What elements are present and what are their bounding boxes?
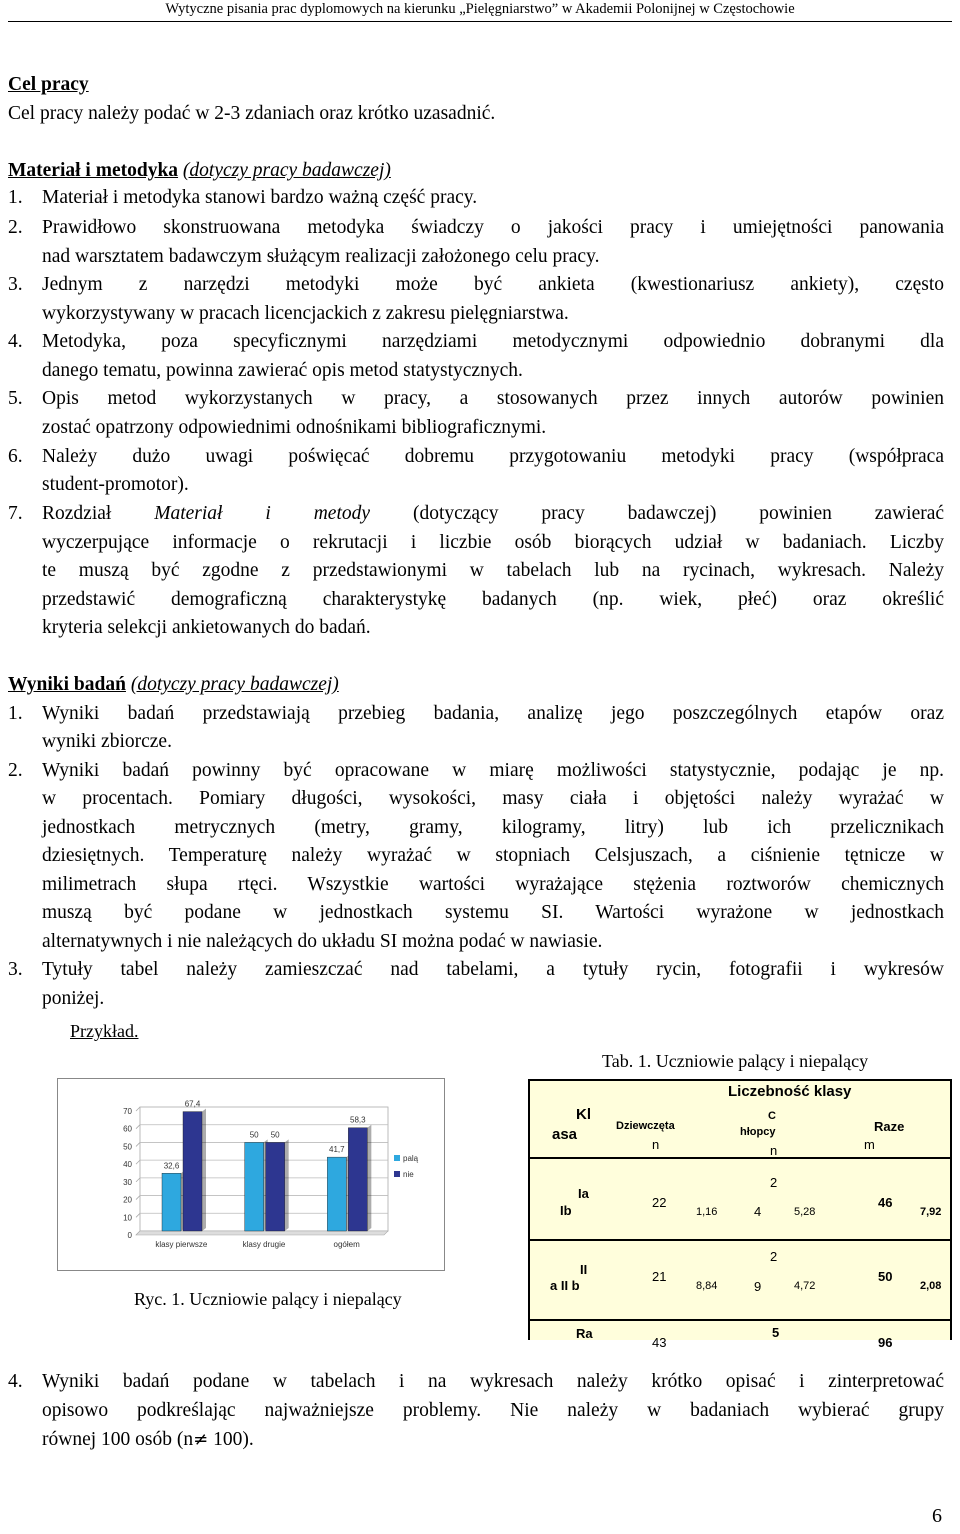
row3-klasa-1: Ra xyxy=(576,1326,593,1341)
methods-item-6-line-1: Należy dużo uwagi poświęcać dobremu przygotowaniu metodyki pracy (współpraca xyxy=(42,446,944,467)
methods-item-7-line-2: wyczerpujące informacje o rekrutacji i liczbie osób biorących udział w badaniach. Liczby xyxy=(42,532,944,553)
table-rule-1 xyxy=(528,1157,952,1159)
legend-swatch xyxy=(394,1155,400,1161)
heading-methods-note: (dotyczy pracy badawczej) xyxy=(182,160,391,181)
item-4-last-post: 100). xyxy=(208,1429,254,1450)
item-7-italic: Materiał i metody xyxy=(154,503,371,524)
row1-v3: 7,92 xyxy=(920,1206,942,1218)
legend-label: palą xyxy=(403,1154,419,1163)
methods-item-4-line-1: Metodyka, poza specyficznymi narzędziami metodycznymi odpowiednio dobranymi dla xyxy=(42,331,944,352)
item-7-pre: Rozdział xyxy=(42,503,112,524)
heading-results: Wyniki badań xyxy=(8,674,126,695)
y-tick-label: 40 xyxy=(123,1160,132,1170)
bar-chart xyxy=(57,1078,445,1271)
methods-item-6-num: 6. xyxy=(8,446,23,467)
row2-v1: 8,84 xyxy=(696,1280,718,1292)
col-klasa-2: asa xyxy=(552,1126,578,1143)
table-rule-2 xyxy=(528,1239,952,1241)
methods-item-2-line-2: nad warsztatem badawczym służącym realizacji założonego celu pracy. xyxy=(42,246,600,267)
results-item-2-line-6: muszą być podane w jednostkach systemu SI. Wartości wyrażone w jednostkach xyxy=(42,902,944,923)
methods-item-2-line-1: Prawidłowo skonstruowana metodyka świadczy o jakości pracy i umiejętności panowania xyxy=(42,217,944,238)
row1-v1: 1,16 xyxy=(696,1206,718,1218)
y-tick-label: 30 xyxy=(123,1177,132,1187)
row1-klasa-1: Ia xyxy=(578,1186,589,1201)
row2-v2: 4,72 xyxy=(794,1280,816,1292)
row1-boys: 4 xyxy=(754,1204,762,1219)
data-table xyxy=(528,1079,952,1350)
grid-side xyxy=(136,1125,140,1129)
methods-item-3-line-2: wykorzystywany w pracach licencjackich z zakresu pielęgniarstwa. xyxy=(42,303,569,324)
col-total-1: Raze xyxy=(874,1119,905,1134)
bar-1-2 xyxy=(348,1128,367,1231)
methods-item-6-line-2: student-promotor). xyxy=(42,474,189,495)
results-item-2-line-2: w procentach. Pomiary długości, wysokości, masy ciała i objętości należy wyrażać w xyxy=(42,788,944,809)
row2-klasa-1: II xyxy=(580,1262,588,1277)
row1-total: 46 xyxy=(878,1195,893,1210)
results-item-2-num: 2. xyxy=(8,760,23,781)
heading-methods-line xyxy=(8,160,391,182)
grid-side xyxy=(136,1213,140,1217)
chart-floor xyxy=(136,1231,388,1235)
page-number: 6 xyxy=(932,1505,942,1527)
col-total-2: m xyxy=(864,1137,875,1152)
results-item-2-line-1: Wyniki badań powinny być opracowane w miarę możliwości statystycznie, podając je np. xyxy=(42,760,944,781)
table-border-left xyxy=(528,1079,530,1340)
x-tick-label: ogółem xyxy=(333,1240,360,1249)
results-item-1-num: 1. xyxy=(8,703,23,724)
row2-girls: 21 xyxy=(652,1269,667,1284)
data-label: 32,6 xyxy=(163,1161,180,1171)
grid-side xyxy=(136,1178,140,1182)
y-tick-label: 50 xyxy=(123,1142,132,1152)
row3-sup: 5 xyxy=(772,1325,780,1340)
heading-results-line xyxy=(8,674,339,696)
methods-item-7-line-1 xyxy=(42,503,944,525)
goal-text: Cel pracy należy podać w 2-3 zdaniach oraz krótko uzasadnić. xyxy=(8,103,496,124)
row1-klasa-2: Ib xyxy=(560,1203,572,1218)
col-girls-2: n xyxy=(652,1137,660,1152)
grid-side xyxy=(136,1160,140,1164)
methods-item-7-line-5: kryteria selekcji ankietowanych do badań. xyxy=(42,617,371,638)
x-tick-label: klasy drugie xyxy=(242,1240,286,1249)
methods-item-1-num: 1. xyxy=(8,187,23,208)
results-item-2-line-5: milimetrach słupa rtęci. Wszystkie wartości wyrażające stężenia roztworów chemicznych xyxy=(42,874,944,895)
item-4-last-pre: równej 100 osób (n xyxy=(42,1429,194,1450)
example-label: Przykład. xyxy=(70,1021,139,1041)
bar-side xyxy=(367,1125,371,1231)
bar-0-0 xyxy=(162,1173,181,1231)
bar-side xyxy=(285,1139,289,1231)
table-header-main: Liczebność klasy xyxy=(728,1083,852,1100)
table-title: Tab. 1. Uczniowie palący i niepalący xyxy=(602,1051,869,1071)
y-tick-label: 10 xyxy=(123,1213,132,1223)
bar-0-1 xyxy=(245,1142,264,1231)
results-item-3-num: 3. xyxy=(8,959,23,980)
row3-girls: 43 xyxy=(652,1335,667,1350)
methods-item-7-num: 7. xyxy=(8,503,23,524)
not-equal-symbol: ≠ xyxy=(193,1429,209,1450)
item-7-post: (dotyczący pracy badawczej) powinien zawierać xyxy=(412,503,945,524)
results-item-4-line-1: Wyniki badań podane w tabelach i na wykresach należy krótko opisać i zinterpretować xyxy=(42,1371,944,1392)
row3-total: 96 xyxy=(878,1335,893,1350)
methods-item-7-line-4: przedstawić demograficzną charakterystykę badanych (np. wiek, płeć) oraz określić xyxy=(42,589,944,610)
methods-item-7-line-3: te muszą być zgodne z przedstawionymi w tabelach lub na rycinach, wykresach. Należy xyxy=(42,560,944,581)
results-item-2-line-7: alternatywnych i nie należących do układu SI można podać w nawiasie. xyxy=(42,931,603,952)
y-tick-label: 0 xyxy=(127,1231,132,1240)
bar-chart-svg xyxy=(58,1079,444,1270)
methods-item-1-text: Materiał i metodyka stanowi bardzo ważną część pracy. xyxy=(42,187,478,208)
col-boys-0: C xyxy=(768,1110,776,1122)
col-girls-1: Dziewczęta xyxy=(616,1120,675,1132)
grid-side xyxy=(136,1142,140,1146)
results-item-1-line-2: wyniki zbiorcze. xyxy=(42,731,172,752)
methods-item-3-line-1: Jednym z narzędzi metodyki może być ankieta (kwestionariusz ankiety), często xyxy=(42,274,944,295)
legend-swatch xyxy=(394,1171,400,1177)
heading-goal: Cel pracy xyxy=(8,74,89,95)
methods-item-4-line-2: danego tematu, powinna zawierać opis metod statystycznych. xyxy=(42,360,523,381)
header-rule xyxy=(8,21,952,22)
data-label: 41,7 xyxy=(329,1145,345,1155)
row1-v2: 5,28 xyxy=(794,1206,816,1218)
results-item-1-line-1: Wyniki badań przedstawiają przebieg badania, analizę jego poszczególnych etapów oraz xyxy=(42,703,944,724)
data-label: 50 xyxy=(270,1130,280,1140)
methods-item-5-num: 5. xyxy=(8,388,23,409)
methods-item-3-num: 3. xyxy=(8,274,23,295)
results-item-4-num: 4. xyxy=(8,1371,23,1392)
row2-v3: 2,08 xyxy=(920,1280,942,1292)
grid-side xyxy=(136,1107,140,1111)
results-item-3-line-2: poniżej. xyxy=(42,988,105,1009)
results-item-4-line-2: opisowo podkreślając najważniejsze problemy. Nie należy w badaniach wybierać grupy xyxy=(42,1400,944,1421)
data-label: 50 xyxy=(249,1130,259,1140)
y-tick-label: 20 xyxy=(123,1195,132,1205)
table-border-right xyxy=(950,1079,952,1340)
running-header: Wytyczne pisania prac dyplomowych na kierunku „Pielęgniarstwo” w Akademii Polonijnej w Częstochowie xyxy=(165,1,795,17)
row2-boys: 9 xyxy=(754,1279,762,1294)
row2-total: 50 xyxy=(878,1269,893,1284)
y-tick-label: 70 xyxy=(123,1107,132,1116)
data-label: 67,4 xyxy=(184,1099,201,1109)
row1-girls: 22 xyxy=(652,1195,667,1210)
methods-item-5-line-2: zostać opatrzony odpowiednimi odnośnikami bibliograficznymi. xyxy=(42,417,547,438)
figure-caption: Ryc. 1. Uczniowie palący i niepalący xyxy=(134,1289,402,1309)
results-item-4-line-3 xyxy=(42,1429,254,1451)
grid-side xyxy=(136,1196,140,1200)
bar-0-2 xyxy=(327,1157,346,1231)
table-rule-3 xyxy=(528,1319,952,1321)
results-item-2-line-3: jednostkach metrycznych (metry, gramy, kilogramy, litry) lub ich przelicznikach xyxy=(42,817,944,838)
bar-side xyxy=(202,1109,206,1231)
results-item-2-line-4: dziesiętnych. Temperaturę należy wyrażać w stopniach Celsjuszach, a ciśnienie tętnicze w xyxy=(42,845,944,866)
legend-label: nie xyxy=(403,1170,414,1179)
methods-item-4-num: 4. xyxy=(8,331,23,352)
results-item-3-line-1: Tytuły tabel należy zamieszczać nad tabelami, a tytuły rycin, fotografii i wykresów xyxy=(42,959,944,980)
methods-item-5-line-1: Opis metod wykorzystanych w pracy, a stosowanych przez innych autorów powinien xyxy=(42,388,944,409)
x-tick-label: klasy pierwsze xyxy=(155,1240,208,1249)
data-label: 58,3 xyxy=(350,1115,366,1125)
col-boys-1: hłopcy xyxy=(740,1126,776,1138)
row1-sup: 2 xyxy=(770,1175,778,1190)
methods-item-2-num: 2. xyxy=(8,217,23,238)
bar-1-0 xyxy=(183,1112,202,1231)
bar-1-1 xyxy=(266,1142,285,1231)
y-tick-label: 60 xyxy=(123,1124,132,1134)
col-klasa-1: Kl xyxy=(576,1106,591,1123)
row2-sup: 2 xyxy=(770,1249,778,1264)
heading-methods: Materiał i metodyka xyxy=(8,160,179,181)
row2-klasa-2: a II b xyxy=(550,1278,580,1293)
heading-results-note: (dotyczy pracy badawczej) xyxy=(130,674,339,695)
table-border-top xyxy=(528,1079,952,1081)
col-boys-2: n xyxy=(770,1143,778,1158)
